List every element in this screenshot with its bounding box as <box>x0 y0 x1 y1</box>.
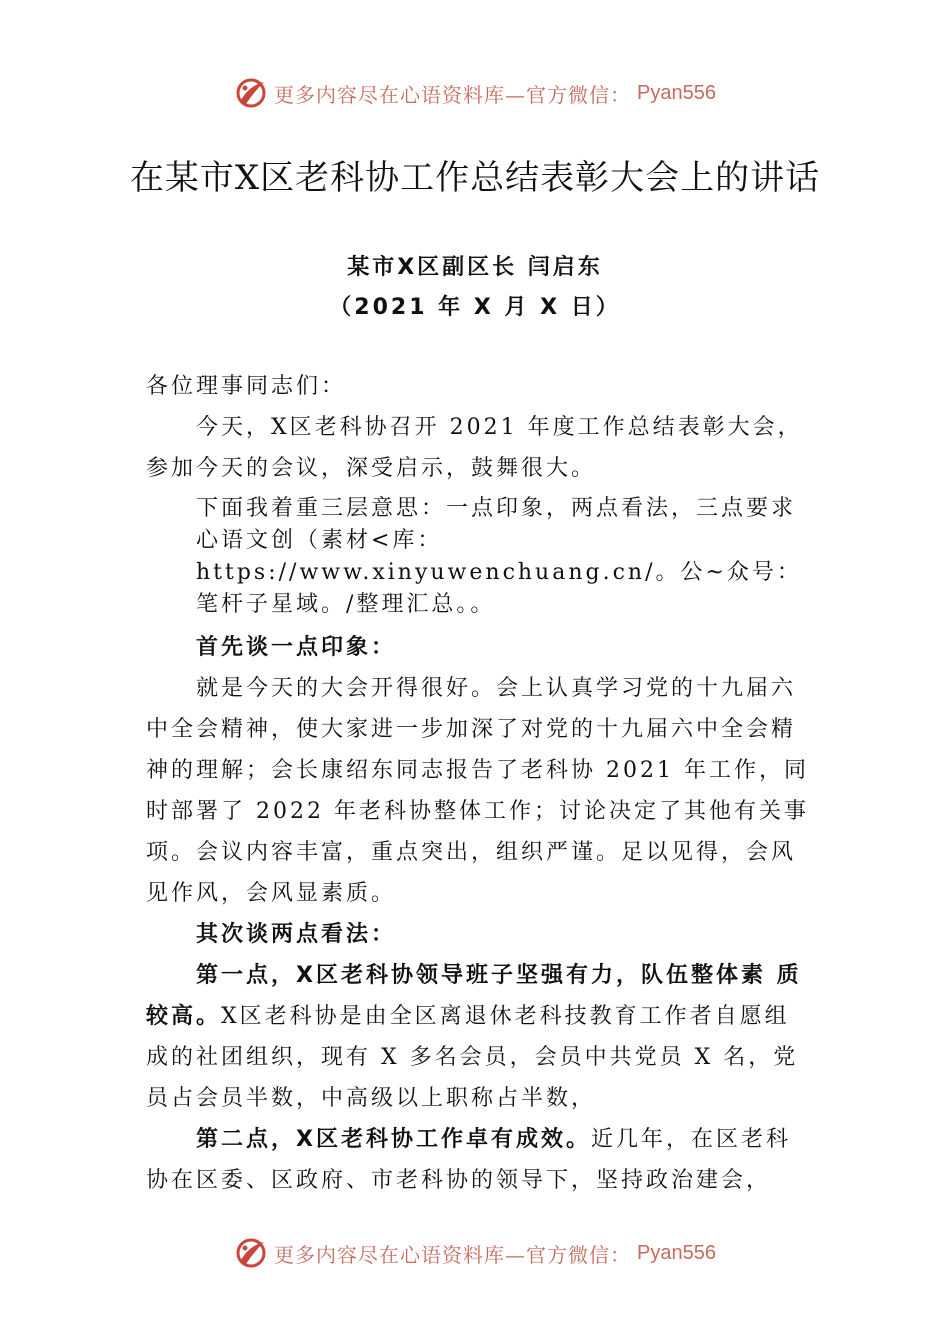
watermark-banner-top <box>0 70 950 116</box>
red-brush-logo-icon <box>234 76 268 110</box>
heading-impression: 首先谈一点印象： <box>196 635 397 660</box>
red-brush-logo-icon <box>234 1236 268 1270</box>
watermark-wechat-id: Pyan556 <box>637 1241 716 1264</box>
point-one-heading: 第一点，X区老科协领导班子坚强有力，队伍整体素 质较高。 <box>146 963 802 1029</box>
watermark-text: 更多内容尽在心语资料库—官方微信： <box>274 82 632 107</box>
paragraph-point-two <box>146 1119 810 1201</box>
watermark-banner-bottom <box>0 1230 950 1276</box>
point-two-text: 近几年，在区老科协在区委、区政府、市老科协的领导下，坚持政治建会， <box>146 1127 791 1193</box>
document-title: 在某市X区老科协工作总结表彰大会上的讲话 <box>129 158 821 198</box>
document-body <box>146 366 810 1201</box>
salutation: 各位理事同志们： <box>146 374 347 399</box>
paragraph-outline: 下面我着重三层意思：一点印象，两点看法，三点要求心语文创（素材<库：https://www.xinyuwenchuang.cn/。公~众号：笔杆子星域。/整理汇总。。 <box>196 496 802 617</box>
point-two-heading: 第二点，X区老科协工作卓有成效。 <box>196 1127 591 1152</box>
paragraph-opening: 今天，X区老科协召开 2021 年度工作总结表彰大会，参加今天的会议，深受启示，鼓舞很大。 <box>146 415 803 481</box>
paragraph-impression: 就是今天的大会开得很好。会上认真学习党的十九届六中全会精神，使大家进一步加深了对党的十九届六中全会精神的理解；会长康绍东同志报告了老科协 2021 年工作，同时部署了 2022 年老科协整体工作；讨论决定了其他有关事项。会议内容丰富，重点突出，组织严谨。足以见得，会风见作风，会风显素质。 <box>146 676 809 906</box>
speaker-line: 某市X区副区长 闫启东 <box>347 255 603 280</box>
point-one-text: X区老科协是由全区离退休老科技教育工作者自愿组成的社团组织，现有 X 多名会员，会员中共党员 X 名，党员占会员半数，中高级以上职称占半数， <box>146 1004 799 1111</box>
watermark-wechat-id: Pyan556 <box>637 81 716 104</box>
paragraph-point-one <box>146 955 810 1119</box>
date-line: （2021 年 X 月 X 日） <box>329 295 621 320</box>
watermark-text: 更多内容尽在心语资料库—官方微信： <box>274 1242 632 1267</box>
heading-views: 其次谈两点看法： <box>196 922 397 947</box>
